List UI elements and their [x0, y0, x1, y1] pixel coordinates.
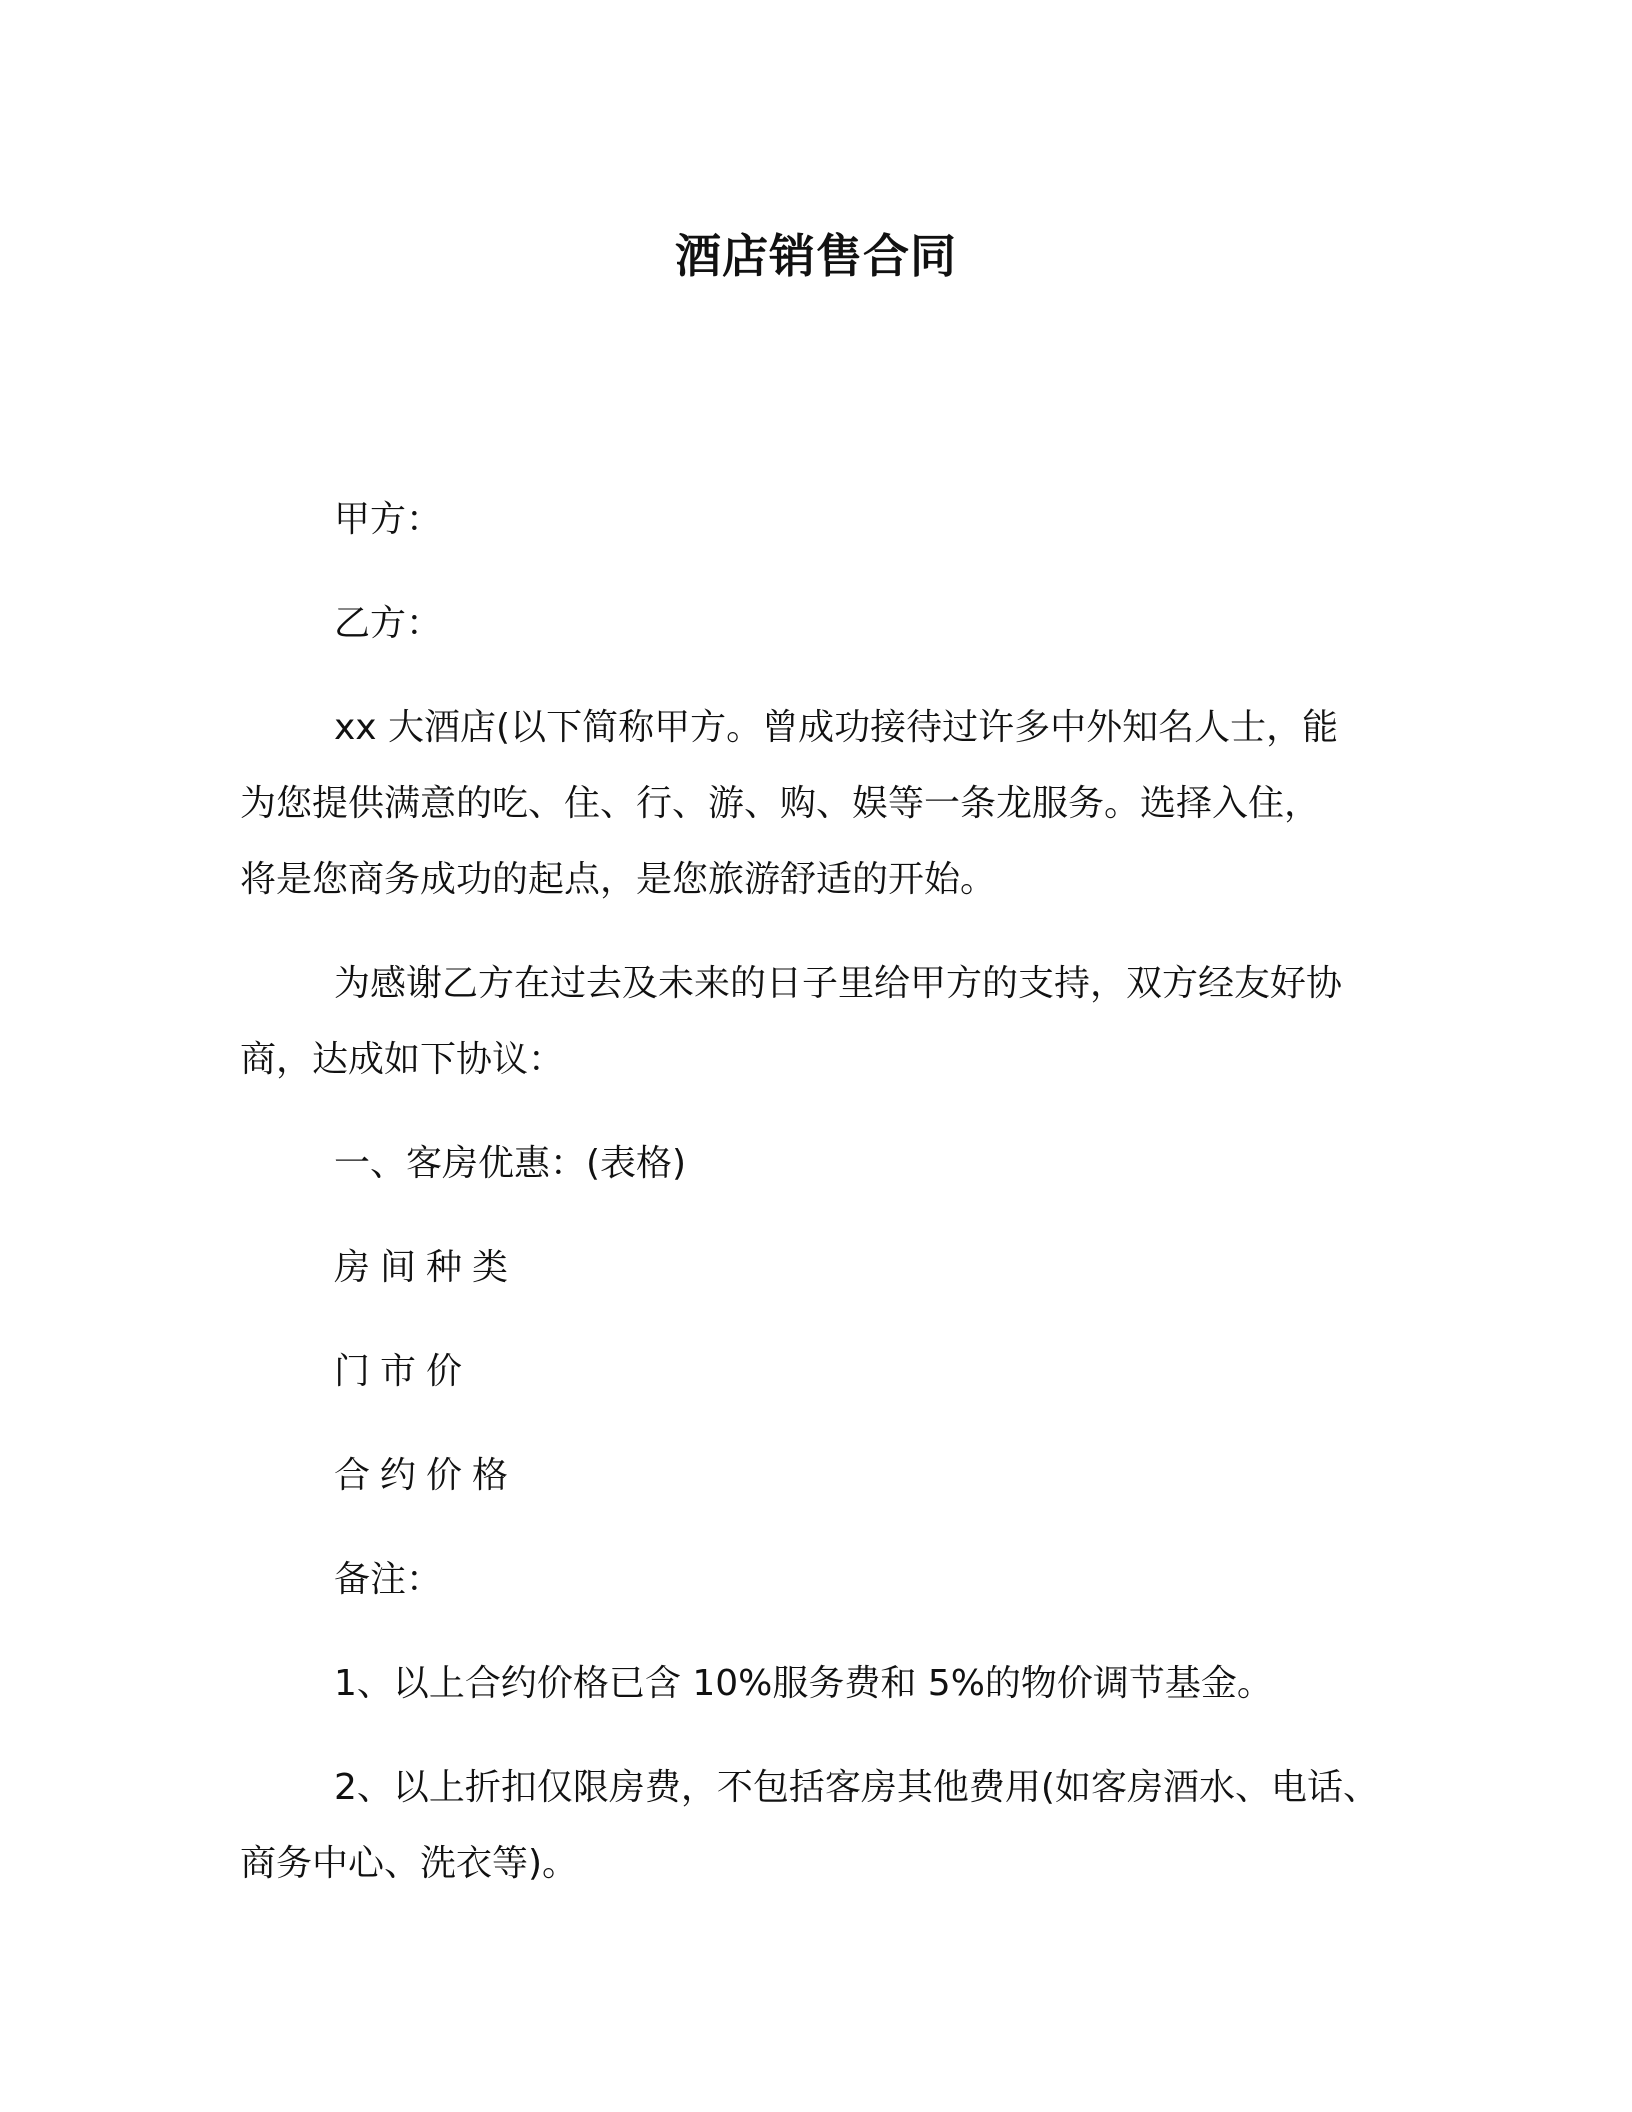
remark-2-line-1: 2、以上折扣仅限房费，不包括客房其他费用(如客房酒水、电话、 — [334, 1767, 1379, 1808]
table-field-rack-rate: 门市价 — [334, 1351, 473, 1392]
intro-paragraph-line-3: 将是您商务成功的起点，是您旅游舒适的开始。 — [240, 859, 997, 900]
party-b-label: 乙方： — [334, 603, 443, 644]
table-field-contract-price: 合约价格 — [334, 1455, 519, 1496]
table-field-room-type: 房间种类 — [334, 1247, 519, 1288]
thanks-paragraph-line-1: 为感谢乙方在过去及未来的日子里给甲方的支持，双方经友好协 — [334, 963, 1343, 1004]
thanks-paragraph-line-2: 商，达成如下协议： — [240, 1039, 565, 1080]
document-title: 酒店销售合同 — [675, 229, 957, 283]
intro-paragraph-line-2: 为您提供满意的吃、住、行、游、购、娱等一条龙服务。选择入住， — [240, 783, 1321, 824]
intro-paragraph-line-1: xx 大酒店(以下简称甲方。曾成功接待过许多中外知名人士，能 — [334, 707, 1339, 748]
remarks-label: 备注： — [334, 1559, 443, 1600]
party-a-label: 甲方： — [334, 499, 443, 540]
section-1-heading: 一、客房优惠：(表格) — [334, 1143, 687, 1184]
remark-1: 1、以上合约价格已含 10%服务费和 5%的物价调节基金。 — [334, 1663, 1273, 1704]
remark-2-line-2: 商务中心、洗衣等)。 — [240, 1843, 579, 1884]
